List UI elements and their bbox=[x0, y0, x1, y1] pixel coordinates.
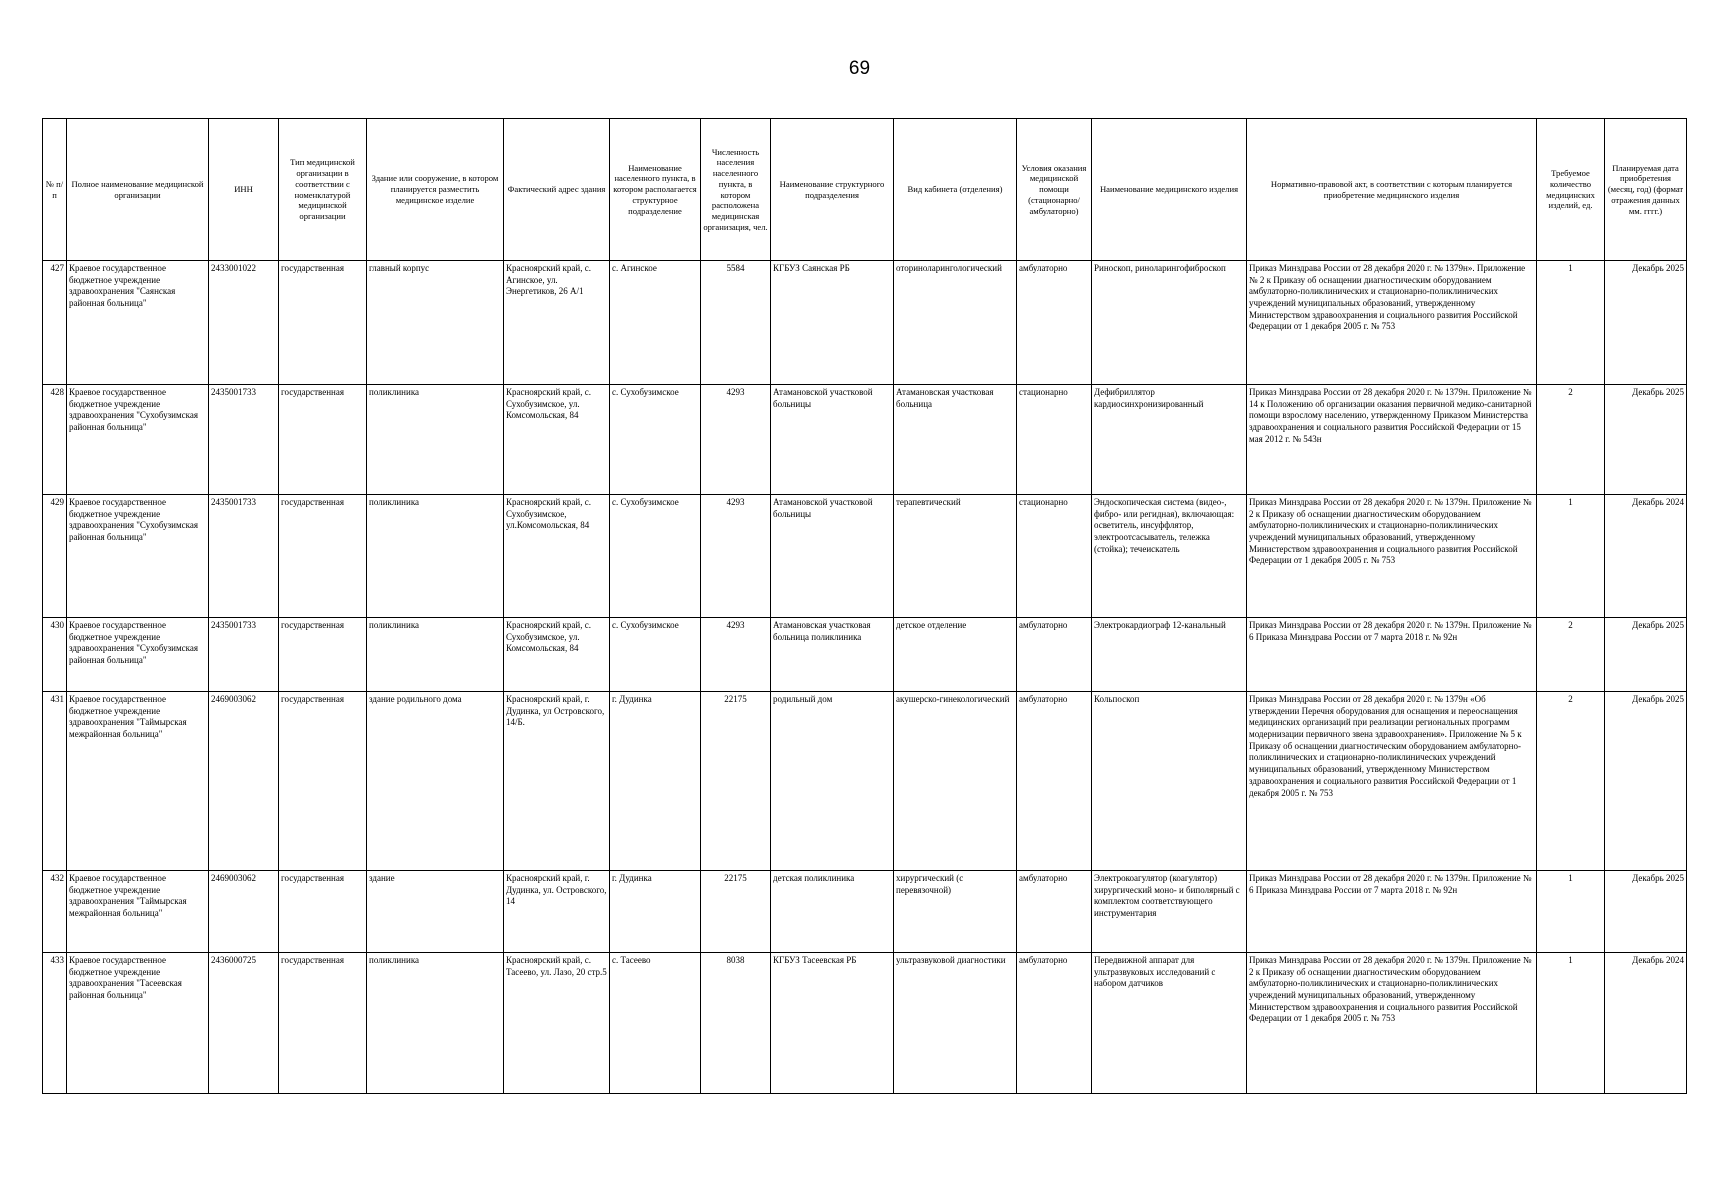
header-cell: Условия оказания медицинской помощи (стационарно/ амбулаторно) bbox=[1017, 119, 1092, 261]
planned-date: Декабрь 2025 bbox=[1605, 261, 1687, 385]
org-type: государственная bbox=[279, 385, 367, 495]
locality: с. Сухобузимское bbox=[610, 618, 701, 692]
org-name: Краевое государственное бюджетное учреждение здравоохранения "Таймырская межрайонная больница" bbox=[67, 871, 209, 953]
population: 4293 bbox=[701, 618, 771, 692]
building: поликлиника bbox=[367, 385, 504, 495]
office-type: оториноларингологический bbox=[894, 261, 1017, 385]
inn: 2469003062 bbox=[209, 871, 279, 953]
header-cell: Требуемое количество медицинских изделий, ед. bbox=[1537, 119, 1605, 261]
device-name: Риноскоп, риноларингофиброскоп bbox=[1092, 261, 1247, 385]
legal-act: Приказ Минздрава России от 28 декабря 2020 г. № 1379н «Об утверждении Перечня оборудования для оснащения и переоснащения медицинских организаций при реализации региональных программ модернизации первичного звена здравоохранения». Приложение № 5 к Приказу об оснащении диагностическим оборудованием амбулаторно-поликлинических и стационарно-поликлинических учреждений муниципальных образований, утвержденному Министерством здравоохранения и социального развития Российской Федерации от 1 декабря 2005 г. № 753 bbox=[1247, 692, 1537, 871]
office-type: хирургический (с перевязочной) bbox=[894, 871, 1017, 953]
device-name: Кольпоскоп bbox=[1092, 692, 1247, 871]
table-row bbox=[43, 385, 1687, 495]
header-cell: Вид кабинета (отделения) bbox=[894, 119, 1017, 261]
header-cell: Тип медицинской организации в соответствии с номенклатурой медицинской организации bbox=[279, 119, 367, 261]
care-conditions: стационарно bbox=[1017, 495, 1092, 618]
locality: г. Дудинка bbox=[610, 871, 701, 953]
building: здание родильного дома bbox=[367, 692, 504, 871]
org-type: государственная bbox=[279, 692, 367, 871]
inn: 2435001733 bbox=[209, 385, 279, 495]
inn: 2436000725 bbox=[209, 953, 279, 1094]
legal-act: Приказ Минздрава России от 28 декабря 2020 г. № 1379н. Приложение № 6 Приказа Минздрава России от 7 марта 2018 г. № 92н bbox=[1247, 618, 1537, 692]
table-row bbox=[43, 953, 1687, 1094]
row-number: 432 bbox=[43, 871, 67, 953]
org-name: Краевое государственное бюджетное учреждение здравоохранения "Тасеевская районная больница" bbox=[67, 953, 209, 1094]
row-number: 433 bbox=[43, 953, 67, 1094]
planned-date: Декабрь 2024 bbox=[1605, 495, 1687, 618]
population: 5584 bbox=[701, 261, 771, 385]
planned-date: Декабрь 2024 bbox=[1605, 953, 1687, 1094]
address: Красноярский край, с. Агинское, ул. Энергетиков, 26 А/1 bbox=[504, 261, 610, 385]
care-conditions: амбулаторно bbox=[1017, 618, 1092, 692]
locality: с. Агинское bbox=[610, 261, 701, 385]
legal-act: Приказ Минздрава России от 28 декабря 2020 г. № 1379н. Приложение № 14 к Положению об организации оказания первичной медико-санитарной помощи взрослому населению, утвержденному Приказом Министерства здравоохранения и социального развития Российской Федерации от 15 мая 2012 г. № 543н bbox=[1247, 385, 1537, 495]
structural-unit: Атамановской участковой больницы bbox=[771, 385, 894, 495]
header-cell: Наименование медицинского изделия bbox=[1092, 119, 1247, 261]
org-name: Краевое государственное бюджетное учреждение здравоохранения "Таймырская межрайонная больница" bbox=[67, 692, 209, 871]
header-cell: № п/п bbox=[43, 119, 67, 261]
legal-act: Приказ Минздрава России от 28 декабря 2020 г. № 1379н. Приложение № 2 к Приказу об оснащении диагностическим оборудованием амбулаторно-поликлинических и стационарно-поликлинических учреждений муниципальных образований, утвержденному Министерством здравоохранения и социального развития Российской Федерации от 1 декабря 2005 г. № 753 bbox=[1247, 495, 1537, 618]
inn: 2469003062 bbox=[209, 692, 279, 871]
locality: с. Тасеево bbox=[610, 953, 701, 1094]
quantity: 2 bbox=[1537, 385, 1605, 495]
table-row bbox=[43, 692, 1687, 871]
address: Красноярский край, г. Дудинка, ул. Островского, 14 bbox=[504, 871, 610, 953]
structural-unit: КГБУЗ Саянская РБ bbox=[771, 261, 894, 385]
quantity: 2 bbox=[1537, 618, 1605, 692]
locality: с. Сухобузимское bbox=[610, 495, 701, 618]
device-name: Электрокоагулятор (коагулятор) хирургический моно- и биполярный с комплектом соответствующего инструментария bbox=[1092, 871, 1247, 953]
population: 8038 bbox=[701, 953, 771, 1094]
org-type: государственная bbox=[279, 953, 367, 1094]
locality: с. Сухобузимское bbox=[610, 385, 701, 495]
quantity: 1 bbox=[1537, 871, 1605, 953]
office-type: акушерско-гинекологический bbox=[894, 692, 1017, 871]
header-cell: Наименование структурного подразделения bbox=[771, 119, 894, 261]
care-conditions: амбулаторно bbox=[1017, 261, 1092, 385]
table-row bbox=[43, 261, 1687, 385]
org-type: государственная bbox=[279, 261, 367, 385]
structural-unit: КГБУЗ Тасеевская РБ bbox=[771, 953, 894, 1094]
office-type: ультразвуковой диагностики bbox=[894, 953, 1017, 1094]
equipment-table bbox=[42, 118, 1687, 1094]
header-cell: Здание или сооружение, в котором планируется разместить медицинское изделие bbox=[367, 119, 504, 261]
care-conditions: амбулаторно bbox=[1017, 953, 1092, 1094]
inn: 2433001022 bbox=[209, 261, 279, 385]
building: поликлиника bbox=[367, 495, 504, 618]
device-name: Эндоскопическая система (видео-, фибро- или регидная), включающая: осветитель, инсуффлятор, электроотсасыватель, тележка (стойка); течеискатель bbox=[1092, 495, 1247, 618]
table-row bbox=[43, 495, 1687, 618]
planned-date: Декабрь 2025 bbox=[1605, 871, 1687, 953]
legal-act: Приказ Минздрава России от 28 декабря 2020 г. № 1379н. Приложение № 6 Приказа Минздрава России от 7 марта 2018 г. № 92н bbox=[1247, 871, 1537, 953]
header-cell: Фактический адрес здания bbox=[504, 119, 610, 261]
header-cell: ИНН bbox=[209, 119, 279, 261]
building: поликлиника bbox=[367, 953, 504, 1094]
quantity: 1 bbox=[1537, 261, 1605, 385]
org-name: Краевое государственное бюджетное учреждение здравоохранения "Саянская районная больница" bbox=[67, 261, 209, 385]
table-row bbox=[43, 618, 1687, 692]
header-cell: Наименование населенного пункта, в котором располагается структурное подразделение bbox=[610, 119, 701, 261]
org-type: государственная bbox=[279, 618, 367, 692]
row-number: 431 bbox=[43, 692, 67, 871]
org-name: Краевое государственное бюджетное учреждение здравоохранения "Сухобузимская районная больница" bbox=[67, 385, 209, 495]
address: Красноярский край, с. Сухобузимское, ул. Комсомольская, 84 bbox=[504, 385, 610, 495]
population: 4293 bbox=[701, 385, 771, 495]
row-number: 428 bbox=[43, 385, 67, 495]
structural-unit: родильный дом bbox=[771, 692, 894, 871]
quantity: 1 bbox=[1537, 953, 1605, 1094]
header-cell: Полное наименование медицинской организации bbox=[67, 119, 209, 261]
table-row bbox=[43, 871, 1687, 953]
address: Красноярский край, с. Тасеево, ул. Лазо, 20 стр.5 bbox=[504, 953, 610, 1094]
structural-unit: Атамановская участковая больница поликлиника bbox=[771, 618, 894, 692]
locality: г. Дудинка bbox=[610, 692, 701, 871]
org-type: государственная bbox=[279, 871, 367, 953]
row-number: 429 bbox=[43, 495, 67, 618]
inn: 2435001733 bbox=[209, 618, 279, 692]
header-cell: Нормативно-правовой акт, в соответствии с которым планируется приобретение медицинского изделия bbox=[1247, 119, 1537, 261]
population: 22175 bbox=[701, 871, 771, 953]
population: 4293 bbox=[701, 495, 771, 618]
legal-act: Приказ Минздрава России от 28 декабря 2020 г. № 1379н. Приложение № 2 к Приказу об оснащении диагностическим оборудованием амбулаторно-поликлинических и стационарно-поликлинических учреждений муниципальных образований, утвержденному Министерством здравоохранения и социального развития Российской Федерации от 1 декабря 2005 г. № 753 bbox=[1247, 953, 1537, 1094]
planned-date: Декабрь 2025 bbox=[1605, 618, 1687, 692]
building: поликлиника bbox=[367, 618, 504, 692]
device-name: Электрокардиограф 12-канальный bbox=[1092, 618, 1247, 692]
device-name: Передвижной аппарат для ультразвуковых исследований с набором датчиков bbox=[1092, 953, 1247, 1094]
device-name: Дефибриллятор кардиосинхронизированный bbox=[1092, 385, 1247, 495]
care-conditions: стационарно bbox=[1017, 385, 1092, 495]
care-conditions: амбулаторно bbox=[1017, 871, 1092, 953]
building: главный корпус bbox=[367, 261, 504, 385]
care-conditions: амбулаторно bbox=[1017, 692, 1092, 871]
address: Красноярский край, с. Сухобузимское, ул.Комсомольская, 84 bbox=[504, 495, 610, 618]
page-number: 69 bbox=[848, 58, 871, 79]
structural-unit: детская поликлиника bbox=[771, 871, 894, 953]
org-type: государственная bbox=[279, 495, 367, 618]
address: Красноярский край, г. Дудинка, ул Островского, 14/Б. bbox=[504, 692, 610, 871]
quantity: 1 bbox=[1537, 495, 1605, 618]
office-type: детское отделение bbox=[894, 618, 1017, 692]
office-type: Атамановская участковая больница bbox=[894, 385, 1017, 495]
planned-date: Декабрь 2025 bbox=[1605, 692, 1687, 871]
org-name: Краевое государственное бюджетное учреждение здравоохранения "Сухобузимская районная больница" bbox=[67, 495, 209, 618]
building: здание bbox=[367, 871, 504, 953]
office-type: терапевтический bbox=[894, 495, 1017, 618]
planned-date: Декабрь 2025 bbox=[1605, 385, 1687, 495]
org-name: Краевое государственное бюджетное учреждение здравоохранения "Сухобузимская районная больница" bbox=[67, 618, 209, 692]
address: Красноярский край, с. Сухобузимское, ул. Комсомольская, 84 bbox=[504, 618, 610, 692]
quantity: 2 bbox=[1537, 692, 1605, 871]
header-cell: Планируемая дата приобретения (месяц, год) (формат отражения данных мм. гггг.) bbox=[1605, 119, 1687, 261]
inn: 2435001733 bbox=[209, 495, 279, 618]
table-header-row bbox=[43, 119, 1687, 261]
legal-act: Приказ Минздрава России от 28 декабря 2020 г. № 1379н». Приложение № 2 к Приказу об оснащении диагностическим оборудованием амбулаторно-поликлинических и стационарно-поликлинических учреждений муниципальных образований, утвержденному Министерством здравоохранения и социального развития Российской Федерации от 1 декабря 2005 г. № 753 bbox=[1247, 261, 1537, 385]
structural-unit: Атамановской участковой больницы bbox=[771, 495, 894, 618]
row-number: 430 bbox=[43, 618, 67, 692]
header-cell: Численность населения населенного пункта, в котором расположена медицинская организация, чел. bbox=[701, 119, 771, 261]
row-number: 427 bbox=[43, 261, 67, 385]
population: 22175 bbox=[701, 692, 771, 871]
